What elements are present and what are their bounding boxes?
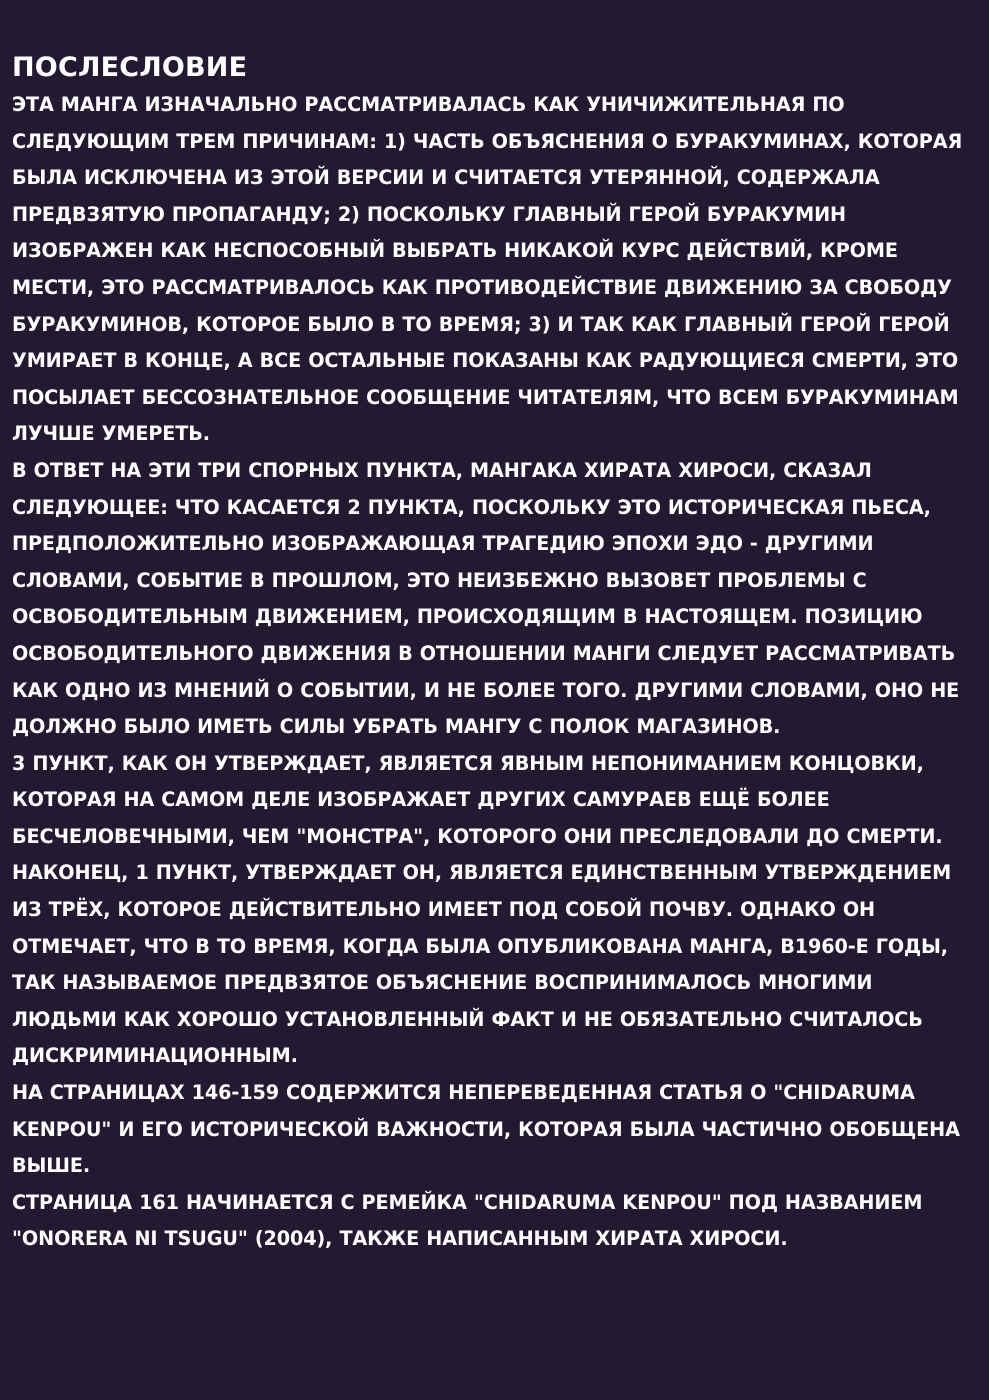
paragraph-untranslated-article: НА СТРАНИЦАХ 146-159 СОДЕРЖИТСЯ НЕПЕРЕВЕДЕННАЯ СТАТЬЯ О "CHIDARUMA KENPOU" И ЕГО ИСТОРИЧЕСКОЙ ВАЖНОСТИ, КОТОРАЯ БЫЛА ЧАСТИЧНО ОБОБЩЕНА ВЫШЕ. <box>12 1081 960 1178</box>
paragraph-author-response: В ОТВЕТ НА ЭТИ ТРИ СПОРНЫХ ПУНКТА, МАНГАКА ХИРАТА ХИРОСИ, СКАЗАЛ СЛЕДУЮЩЕЕ: ЧТО КАСАЕТСЯ 2 ПУНКТА, ПОСКОЛЬКУ ЭТО ИСТОРИЧЕСКАЯ ПЬЕСА, ПРЕДПОЛОЖИТЕЛЬНО ИЗОБРАЖАЮЩАЯ ТРАГЕДИЮ ЭПОХИ ЭДО - ДРУГИМИ СЛОВАМИ, СОБЫТИЕ В ПРОШЛОМ, ЭТО НЕИЗБЕЖНО ВЫЗОВЕТ ПРОБЛЕМЫ С ОСВОБОДИТЕЛЬНЫМ ДВИЖЕНИЕМ, ПРОИСХОДЯЩИМ В НАСТОЯЩЕМ. ПОЗИЦИЮ ОСВОБОДИТЕЛЬНОГО ДВИЖЕНИЯ В ОТНОШЕНИИ МАНГИ СЛЕДУЕТ РАССМАТРИВАТЬ КАК ОДНО ИЗ МНЕНИЙ О СОБЫТИИ, И НЕ БОЛЕЕ ТОГО. ДРУГИМИ СЛОВАМИ, ОНО НЕ ДОЛЖНО БЫЛО ИМЕТЬ СИЛЫ УБРАТЬ МАНГУ С ПОЛОК МАГАЗИНОВ. <box>12 458 960 739</box>
paragraph-criticism: ЭТА МАНГА ИЗНАЧАЛЬНО РАССМАТРИВАЛАСЬ КАК УНИЧИЖИТЕЛЬНАЯ ПО СЛЕДУЮЩИМ ТРЕМ ПРИЧИНАМ: 1) ЧАСТЬ ОБЪЯСНЕНИЯ О БУРАКУМИНАХ, КОТОРАЯ БЫЛА ИСКЛЮЧЕНА ИЗ ЭТОЙ ВЕРСИИ И СЧИТАЕТСЯ УТЕРЯННОЙ, СОДЕРЖАЛА ПРЕДВЗЯТУЮ ПРОПАГАНДУ; 2) ПОСКОЛЬКУ ГЛАВНЫЙ ГЕРОЙ БУРАКУМИН ИЗОБРАЖЕН КАК НЕСПОСОБНЫЙ ВЫБРАТЬ НИКАКОЙ КУРС ДЕЙСТВИЙ, КРОМЕ МЕСТИ, ЭТО РАССМАТРИВАЛОСЬ КАК ПРОТИВОДЕЙСТВИЕ ДВИЖЕНИЮ ЗА СВОБОДУ БУРАКУМИНОВ, КОТОРОЕ БЫЛО В ТО ВРЕМЯ; 3) И ТАК КАК ГЛАВНЫЙ ГЕРОЙ ГЕРОЙ УМИРАЕТ В КОНЦЕ, А ВСЕ ОСТАЛЬНЫЕ ПОКАЗАНЫ КАК РАДУЮЩИЕСЯ СМЕРТИ, ЭТО ПОСЫЛАЕТ БЕССОЗНАТЕЛЬНОЕ СООБЩЕНИЕ ЧИТАТЕЛЯМ, ЧТО ВСЕМ БУРАКУМИНАМ ЛУЧШЕ УМЕРЕТЬ. <box>12 93 963 446</box>
page-title: ПОСЛЕСЛОВИЕ <box>12 52 248 83</box>
paragraph-remake-note: СТРАНИЦА 161 НАЧИНАЕТСЯ С РЕМЕЙКА "CHIDARUMA KENPOU" ПОД НАЗВАНИЕМ "ONORERA NI TSUGU" (2004), ТАКЖЕ НАПИСАННЫМ ХИРАТА ХИРОСИ. <box>12 1190 923 1251</box>
paragraph-point-three: 3 ПУНКТ, КАК ОН УТВЕРЖДАЕТ, ЯВЛЯЕТСЯ ЯВНЫМ НЕПОНИМАНИЕМ КОНЦОВКИ, КОТОРАЯ НА САМОМ ДЕЛЕ ИЗОБРАЖАЕТ ДРУГИХ САМУРАЕВ ЕЩЁ БОЛЕЕ БЕСЧЕЛОВЕЧНЫМИ, ЧЕМ "МОНСТРА", КОТОРОГО ОНИ ПРЕСЛЕДОВАЛИ ДО СМЕРТИ. НАКОНЕЦ, 1 ПУНКТ, УТВЕРЖДАЕТ ОН, ЯВЛЯЕТСЯ ЕДИНСТВЕННЫМ УТВЕРЖДЕНИЕМ ИЗ ТРЁХ, КОТОРОЕ ДЕЙСТВИТЕЛЬНО ИМЕЕТ ПОД СОБОЙ ПОЧВУ. ОДНАКО ОН ОТМЕЧАЕТ, ЧТО В ТО ВРЕМЯ, КОГДА БЫЛА ОПУБЛИКОВАНА МАНГА, В1960-Е ГОДЫ, ТАК НАЗЫВАЕМОЕ ПРЕДВЗЯТОЕ ОБЪЯСНЕНИЕ ВОСПРИНИМАЛОСЬ МНОГИМИ ЛЮДЬМИ КАК ХОРОШО УСТАНОВЛЕННЫЙ ФАКТ И НЕ ОБЯЗАТЕЛЬНО СЧИТАЛОСЬ ДИСКРИМИНАЦИОННЫМ. <box>12 751 952 1068</box>
